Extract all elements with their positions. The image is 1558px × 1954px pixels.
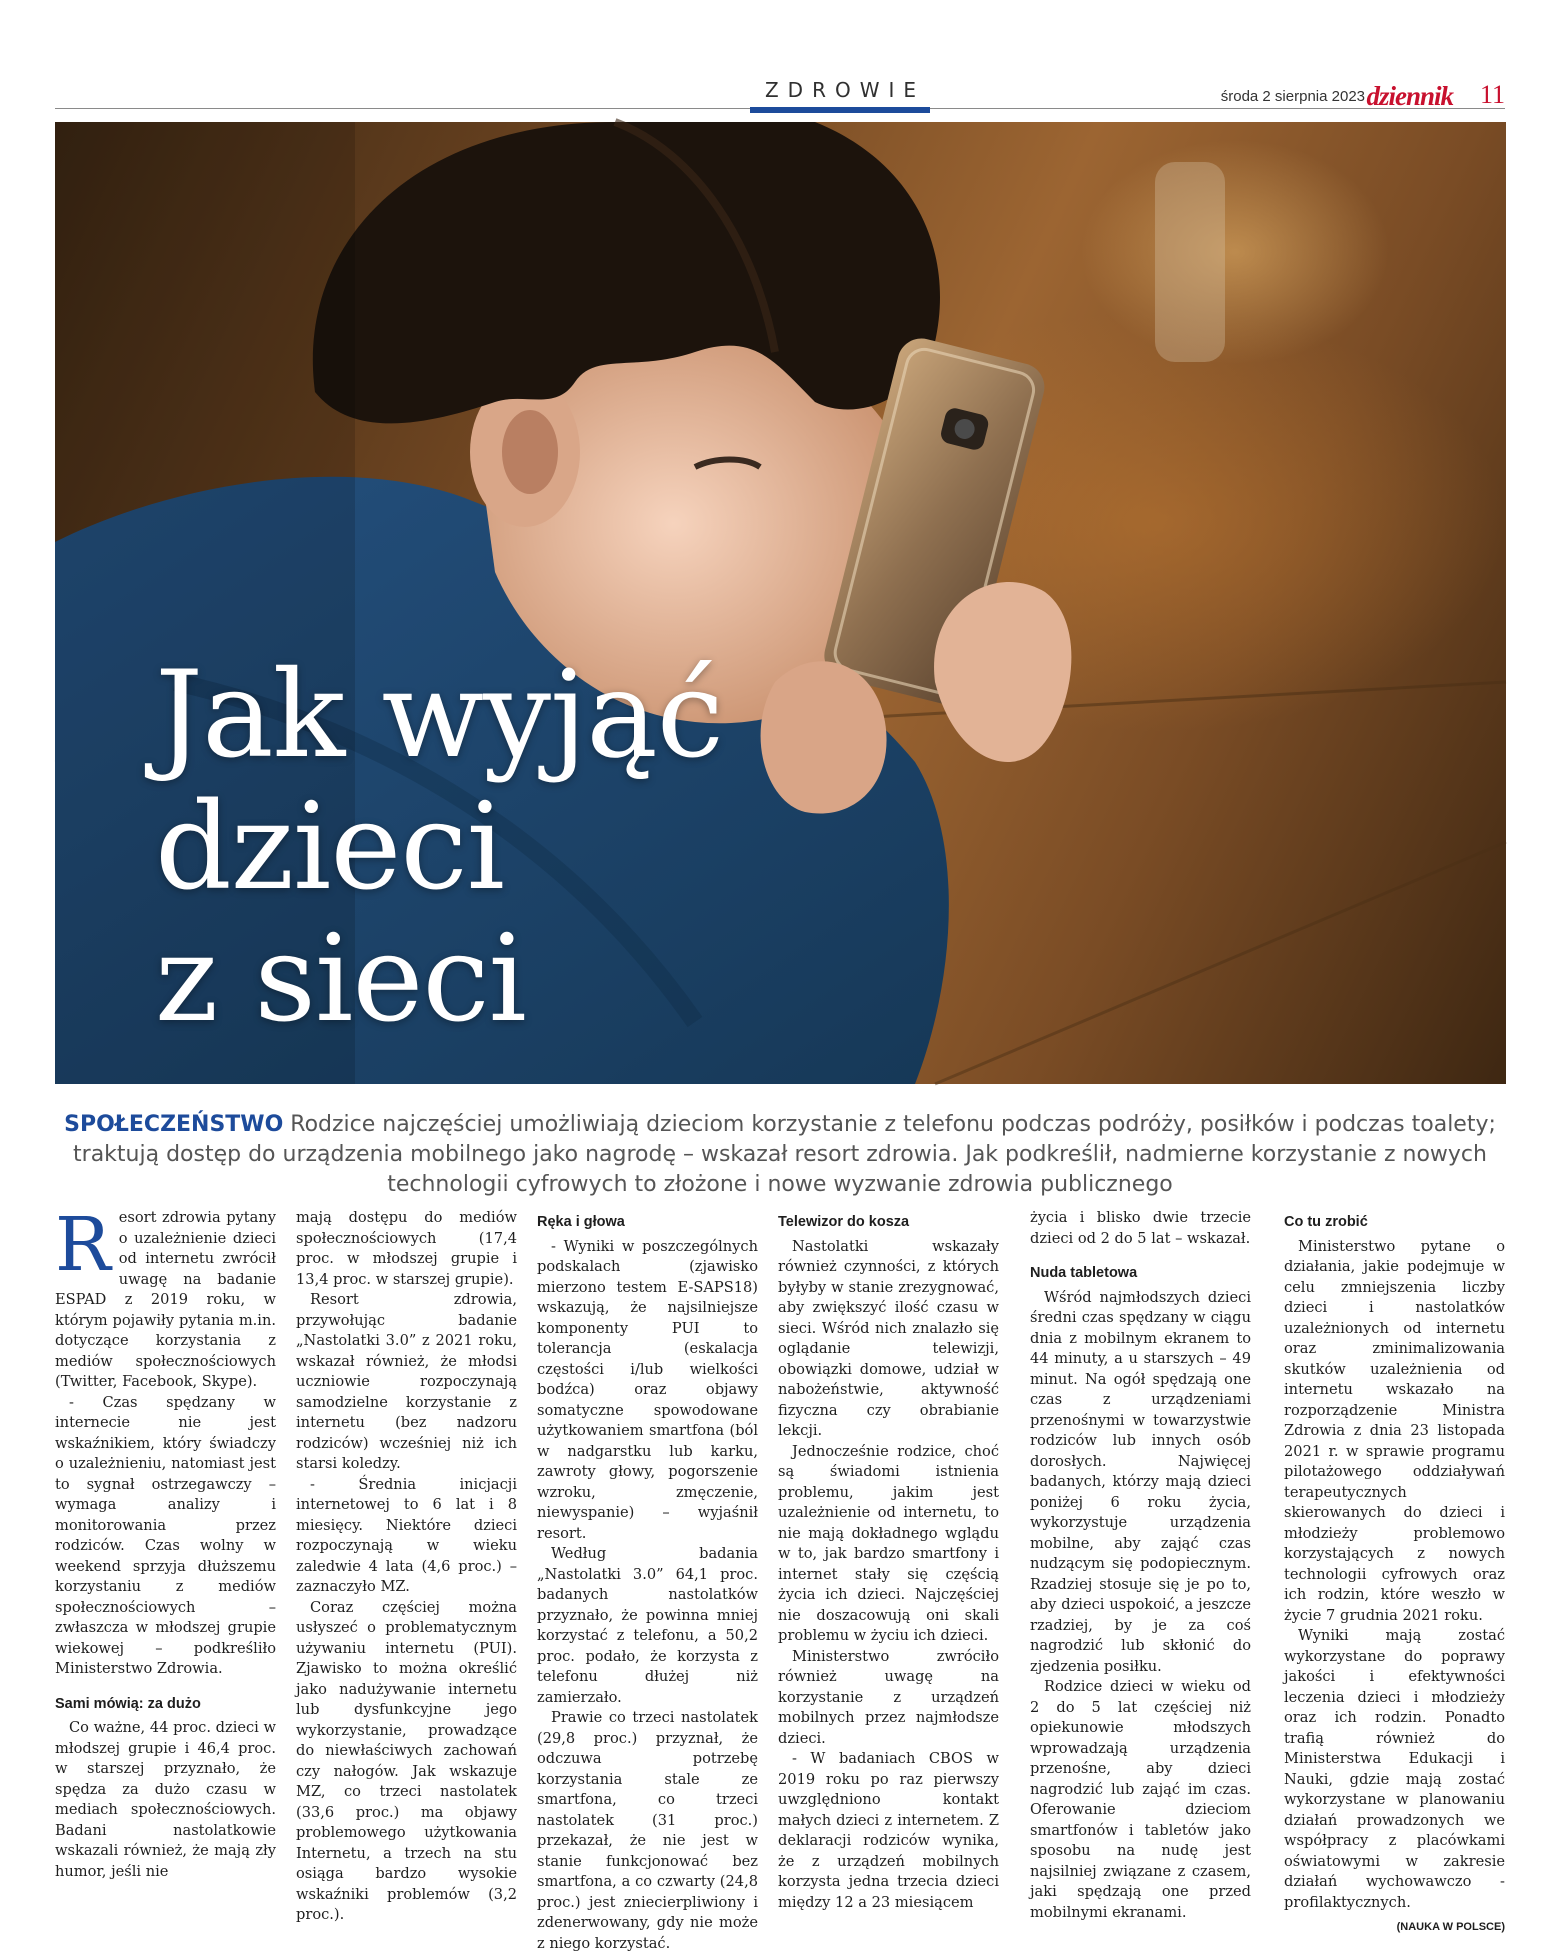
- article-column-4: [778, 1208, 999, 1911]
- paragraph: Ministerstwo pytane o działania, jakie podejmuje w celu zmniejszenia liczby dzieci i nastolatków uzależnionych od internetu oraz zminimalizowania skutków uzależnienia od internetu wskazało na rozporządzenie Ministra Zdrowia z dnia 23 listopada 2021 r. w sprawie programu pilotażowego oddziaływań terapeutycznych skierowanych do dzieci i młodzieży problemowo korzystających z nowych technologii cyfrowych oraz ich rodzin, które weszło w życie 7 grudnia 2021 roku.: [1284, 1237, 1505, 1624]
- article-column-3: [537, 1208, 758, 1952]
- article-column-2: [296, 1208, 517, 1923]
- subheading: Sami mówią: za dużo: [55, 1695, 201, 1712]
- article-column-1: [55, 1202, 276, 1908]
- page-number: 11: [1479, 80, 1505, 109]
- section-bar: [750, 107, 930, 113]
- headline: Jak wyjąć dzieci z sieci: [155, 646, 723, 1049]
- background-blur: [1155, 162, 1225, 362]
- paragraph: Coraz częściej można usłyszeć o problematycznym używaniu internetu (PUI). Zjawisko to można określić jako nadużywanie internetu lub dysfunkcyjne jego wykorzystanie, prowadzące do niewłaściwych zachowań czy nałogów. Jak wskazuje MZ, co trzeci nastolatek (33,6 proc.) ma objawy problemowego użytkowania Internetu, a trzech na stu osiąga bardzo wysokie wskaźniki problemów (3,2 proc.).: [296, 1598, 517, 1923]
- paragraph: - W badaniach CBOS w 2019 roku po raz pierwszy uwzględniono kontakt małych dzieci z internetem. Z deklaracji rodziców wynika, że z urządzeń mobilnych korzysta jedna trzecia dzieci między 12 a 23 miesiącem: [778, 1750, 999, 1911]
- newspaper-logo: dziennik: [1366, 81, 1453, 111]
- article-source: (NAUKA W POLSCE): [1396, 1921, 1505, 1933]
- subheading: Telewizor do kosza: [778, 1214, 910, 1230]
- paragraph: życia i blisko dwie trzecie dzieci od 2 do 5 lat – wskazał.: [1030, 1209, 1251, 1247]
- paragraph: Rodzice dzieci w wieku od 2 do 5 lat częściej niż opiekunowie młodszych wprowadzają urządzenia przenośne, aby dzieci nagrodzić lub zająć im czas. Oferowanie dzieciom smartfonów i tabletów jako sposobu na nudę jest najsilniej związane z czasem, jaki spędzają one przed mobilnymi ekranami.: [1030, 1678, 1251, 1921]
- subheading: Co tu zrobić: [1284, 1214, 1368, 1230]
- section-label: ZDROWIE: [764, 78, 926, 102]
- issue-date: środa 2 sierpnia 2023: [1220, 88, 1365, 105]
- paragraph: Co ważne, 44 proc. dzieci w młodszej grupie i 46,4 proc. w starszej przyznało, że spędza za dużo czasu w mediach społecznościowych. Badani nastolatkowie wskazali również, że mają zły humor, jeśli nie: [55, 1719, 276, 1880]
- paragraph: Ministerstwo zwróciło również uwagę na korzystanie z urządzeń mobilnych przez najmłodsze dzieci.: [778, 1647, 999, 1747]
- paragraph: - Czas spędzany w internecie nie jest wskaźnikiem, który świadczy o uzależnieniu, natomiast jest to sygnał ostrzegawczy – wymaga analizy i monitorowania przez rodziców. Czas wolny w weekend sprzyja dłuższemu korzystaniu z mediów społecznościowych – zwłaszcza w młodszej grupie wiekowej – podkreśliło Ministerstwo Zdrowia.: [55, 1393, 276, 1677]
- page-header: [55, 78, 1505, 118]
- hero-photo: [55, 122, 1506, 1084]
- child-ear-inner: [502, 410, 558, 494]
- paragraph: - Średnia inicjacji internetowej to 6 lat i 8 miesięcy. Niektóre dzieci rozpoczynają w wieku zaledwie 4 lata (4,6 proc.) – zaznaczyło MZ.: [296, 1475, 517, 1595]
- paragraph: Według badania „Nastolatki 3.0” 64,1 proc. badanych nastolatków przyznało, że powinna mniej korzystać z telefonu, a 50,2 proc. podało, że korzysta z telefonu dłużej niż zamierzało.: [537, 1545, 758, 1706]
- drop-cap: R: [55, 1202, 111, 1288]
- subheading: Nuda tabletowa: [1030, 1265, 1138, 1281]
- lead-kicker: SPOŁECZEŃSTWO: [64, 1112, 284, 1137]
- paragraph: Wśród najmłodszych dzieci średni czas spędzany w ciągu dnia z mobilnym ekranem to 44 minuty, a u starszych – 49 minut. Na ogół spędzają one czas z urządzeniami przenośnymi w towarzystwie rodziców lub innych osób dorosłych. Najwięcej badanych, którzy mają dzieci poniżej 6 roku życia, wykorzystuje urządzenia mobilne, aby zająć czas nudzącym się podopiecznym. Rzadziej stosuje się je po to, aby dzieci uspokoić, a jeszcze rzadziej, by je za coś nagrodzić lub skłonić do zjedzenia posiłku.: [1030, 1288, 1251, 1675]
- paragraph: Resort zdrowia, przywołując badanie „Nastolatki 3.0” z 2021 roku, wskazał również, że młodsi uczniowie rozpoczynają samodzielne korzystanie z internetu (bez nadzoru rodziców) wcześniej niż ich starsi koledzy.: [296, 1291, 517, 1472]
- paragraph: Jednocześnie rodzice, choć są świadomi istnienia problemu, jakim jest uzależnienie od internetu, to nie mają dokładnego wglądu w to, jak bardzo smartfony i internet stały się częścią życia ich dzieci. Najczęściej nie doszacowują oni skali problemu w życiu ich dzieci.: [778, 1442, 999, 1644]
- lead-text: Rodzice najczęściej umożliwiają dzieciom korzystanie z telefonu podczas podróży, posiłków i podczas toalety; traktują dostęp do urządzenia mobilnego jako nagrodę – wskazał resort zdrowia. Jak podkreślił, nadmierne korzystanie z nowych technologii cyfrowych to złożone i nowe wyzwanie zdrowia publicznego: [73, 1112, 1496, 1197]
- article-column-5: [1030, 1208, 1251, 1921]
- paragraph: Wyniki mają zostać wykorzystane do poprawy jakości i efektywności leczenia dzieci i młodzieży oraz ich rodzin. Ponadto trafią również do Ministerstwa Edukacji i Nauki, gdzie mają zostać wykorzystane w planowaniu działań prowadzonych we współpracy z placówkami oświatowymi w zakresie działań wychowawczo - profilaktycznych.: [1284, 1627, 1505, 1911]
- child-right-hand: [934, 582, 1071, 762]
- floor-seam: [935, 842, 1506, 1084]
- paragraph: - Wyniki w poszczególnych podskalach (zjawisko mierzono testem E-SAPS18) wskazują, że najsilniejsze komponenty PUI to tolerancja (eskalacja częstości i/lub wielkości bodźca) oraz objawy somatyczne spowodowane użytkowaniem smartfona (ból w nadgarstku lub karku, zawroty głowy, pogorszenie wzroku, zmęczenie, niewyspanie) – wyjaśnił resort.: [537, 1237, 758, 1542]
- subheading: Ręka i głowa: [537, 1214, 625, 1230]
- paragraph: esort zdrowia pytany o uzależnienie dzieci od internetu zwrócił uwagę na badanie ESPAD z 2019 roku, w którym pojawiły pytania m.in. dotyczące korzystania z mediów społecznościowych (Twitter, Facebook, Skype).: [55, 1209, 276, 1390]
- paragraph: mają dostępu do mediów społecznościowych (17,4 proc. w młodszej grupie i 13,4 proc. w starszej grupie).: [296, 1209, 517, 1288]
- lead-paragraph: [60, 1110, 1500, 1200]
- paragraph: Nastolatki wskazały również czynności, z których byłyby w stanie zrezygnować, aby zwiększyć ilość czasu w sieci. Wśród nich znalazło się oglądanie telewizji, obowiązki domowe, udział w nabożeństwie, aktywność fizyczna czy obrabianie lekcji.: [778, 1237, 999, 1439]
- article-column-6: [1284, 1208, 1505, 1933]
- paragraph: Prawie co trzeci nastolatek (29,8 proc.) przyznał, że odczuwa potrzebę korzystania stale ze smartfona, co trzeci nastolatek (31 proc.) przekazał, że nie jest w stanie funkcjonować bez smartfona, a co czwarty (24,8 proc.) jest zniecierpliwiony i zdenerwowany, gdy nie może z niego korzystać.: [537, 1709, 758, 1952]
